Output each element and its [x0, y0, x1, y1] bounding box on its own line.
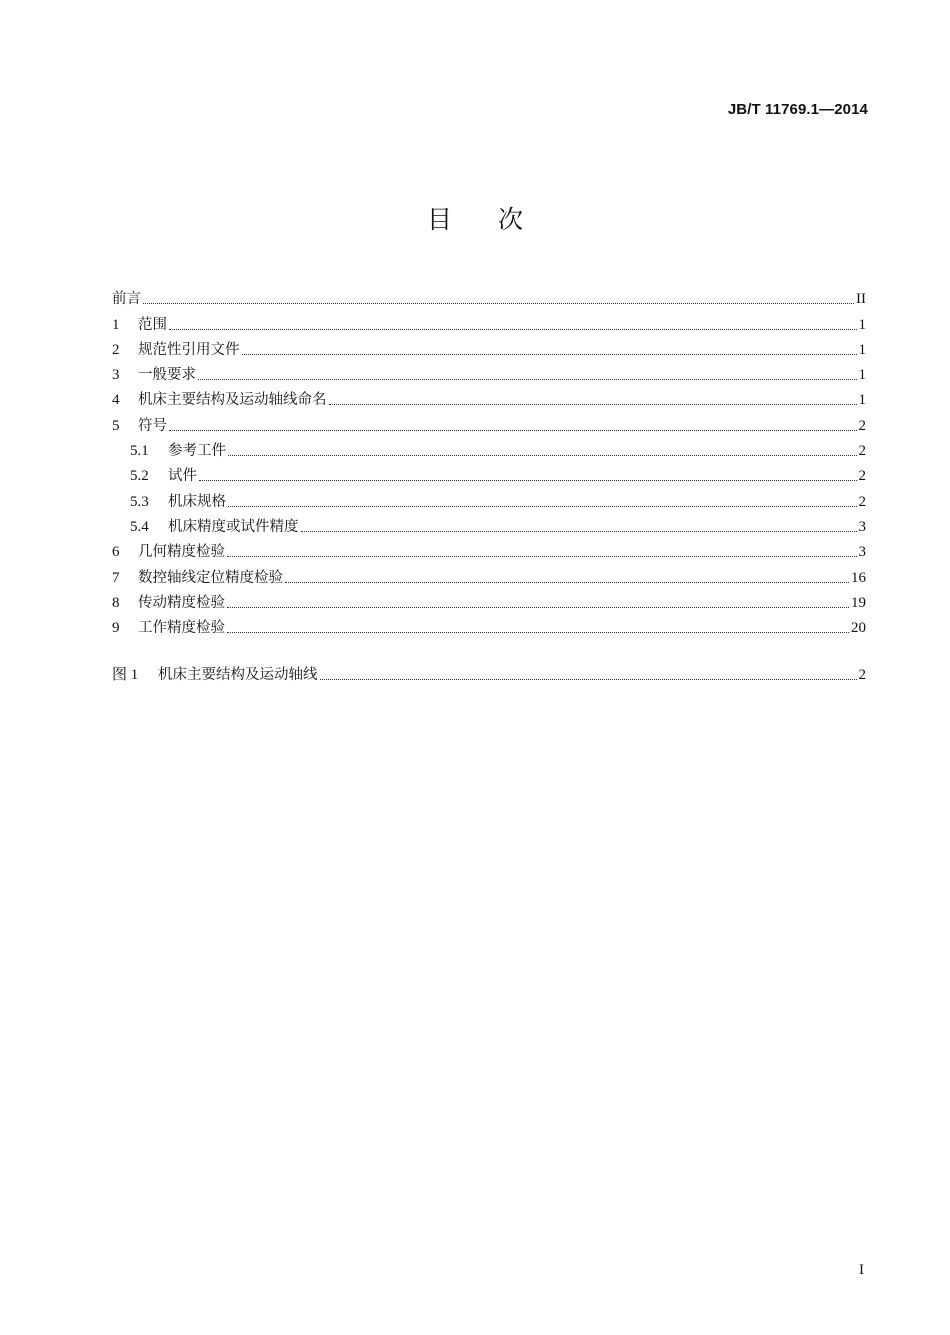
standard-code: JB/T 11769.1—2014 [727, 101, 868, 118]
table-of-contents [112, 283, 866, 637]
toc-entry-page: 1 [858, 341, 866, 358]
toc-entry-number: 9 [112, 620, 120, 637]
dot-leader [227, 631, 849, 633]
toc-entry-label: 传动精度检验 [138, 594, 225, 611]
toc-entry-page: 1 [858, 316, 866, 333]
toc-entry-number: 5 [112, 417, 120, 434]
toc-entry-page: 1 [858, 367, 866, 384]
dot-leader [228, 505, 857, 507]
dot-leader [285, 581, 849, 583]
toc-entry-page: 19 [851, 594, 866, 611]
toc-entry-page: 3 [858, 544, 866, 561]
toc-entry-3[interactable] [112, 359, 866, 384]
toc-entry-label: 机床规格 [168, 493, 226, 510]
toc-entry-5-1[interactable] [112, 435, 866, 460]
toc-entry-label: 试件 [168, 468, 197, 485]
toc-entry-label: 规范性引用文件 [138, 341, 240, 358]
toc-entry-page: 20 [851, 620, 866, 637]
toc-entry-number: 5.3 [130, 493, 149, 510]
toc-entry-label: 范围 [138, 316, 167, 333]
toc-entry-5-2[interactable] [112, 460, 866, 485]
toc-entry-page: II [856, 291, 866, 308]
toc-entry-page: 2 [858, 417, 866, 434]
figure-entry-number: 图 1 [112, 667, 139, 684]
dot-leader [169, 429, 857, 431]
toc-entry-number: 1 [112, 316, 120, 333]
toc-entry-page: 1 [858, 392, 866, 409]
toc-entry-label: 一般要求 [138, 367, 196, 384]
toc-entry-number: 5.1 [130, 443, 149, 460]
toc-entry-page: 3 [858, 518, 866, 535]
dot-leader [301, 530, 857, 532]
figure-entry-page: 2 [858, 667, 866, 684]
toc-entry-page: 2 [858, 468, 866, 485]
dot-leader [242, 353, 857, 355]
toc-entry-label: 前言 [112, 291, 141, 308]
toc-entry-label: 参考工件 [168, 443, 226, 460]
toc-entry-label: 符号 [138, 417, 167, 434]
toc-entry-9[interactable] [112, 612, 866, 637]
toc-entry-number: 5.4 [130, 518, 149, 535]
dot-leader [227, 606, 849, 608]
toc-entry-number: 2 [112, 341, 120, 358]
toc-entry-number: 4 [112, 392, 120, 409]
toc-entry-2[interactable] [112, 334, 866, 359]
toc-entry-label: 机床主要结构及运动轴线命名 [138, 392, 327, 409]
toc-entry-label: 几何精度检验 [138, 544, 225, 561]
toc-entry-page: 16 [851, 569, 866, 586]
toc-entry-page: 2 [858, 443, 866, 460]
toc-entry-5-3[interactable] [112, 485, 866, 510]
toc-entry-6[interactable] [112, 536, 866, 561]
page-title [0, 200, 950, 236]
toc-entry-number: 5.2 [130, 468, 149, 485]
dot-leader [320, 678, 857, 680]
toc-entry-page: 2 [858, 493, 866, 510]
toc-entry-number: 3 [112, 367, 120, 384]
toc-entry-label: 工作精度检验 [138, 620, 225, 637]
dot-leader [227, 555, 857, 557]
toc-entry-7[interactable] [112, 561, 866, 586]
toc-entry-foreword[interactable] [112, 283, 866, 308]
dot-leader [329, 403, 857, 405]
title-char-1: 目 [426, 205, 452, 234]
dot-leader [199, 479, 857, 481]
dot-leader [228, 454, 857, 456]
page-number: I [859, 1262, 864, 1278]
toc-entry-label: 机床精度或试件精度 [168, 518, 299, 535]
toc-entry-1[interactable] [112, 308, 866, 333]
dot-leader [169, 328, 857, 330]
toc-entry-4[interactable] [112, 384, 866, 409]
toc-entry-8[interactable] [112, 587, 866, 612]
toc-entry-5[interactable] [112, 409, 866, 434]
title-char-2: 次 [498, 205, 524, 234]
toc-entry-label: 数控轴线定位精度检验 [138, 569, 283, 586]
toc-entry-number: 6 [112, 544, 120, 561]
figure-entry-label: 机床主要结构及运动轴线 [158, 667, 318, 684]
toc-entry-number: 7 [112, 569, 120, 586]
dot-leader [198, 378, 857, 380]
figure-entry-1[interactable] [112, 659, 866, 684]
toc-entry-number: 8 [112, 594, 120, 611]
toc-entry-5-4[interactable] [112, 511, 866, 536]
list-of-figures [112, 659, 866, 684]
dot-leader [143, 302, 854, 304]
